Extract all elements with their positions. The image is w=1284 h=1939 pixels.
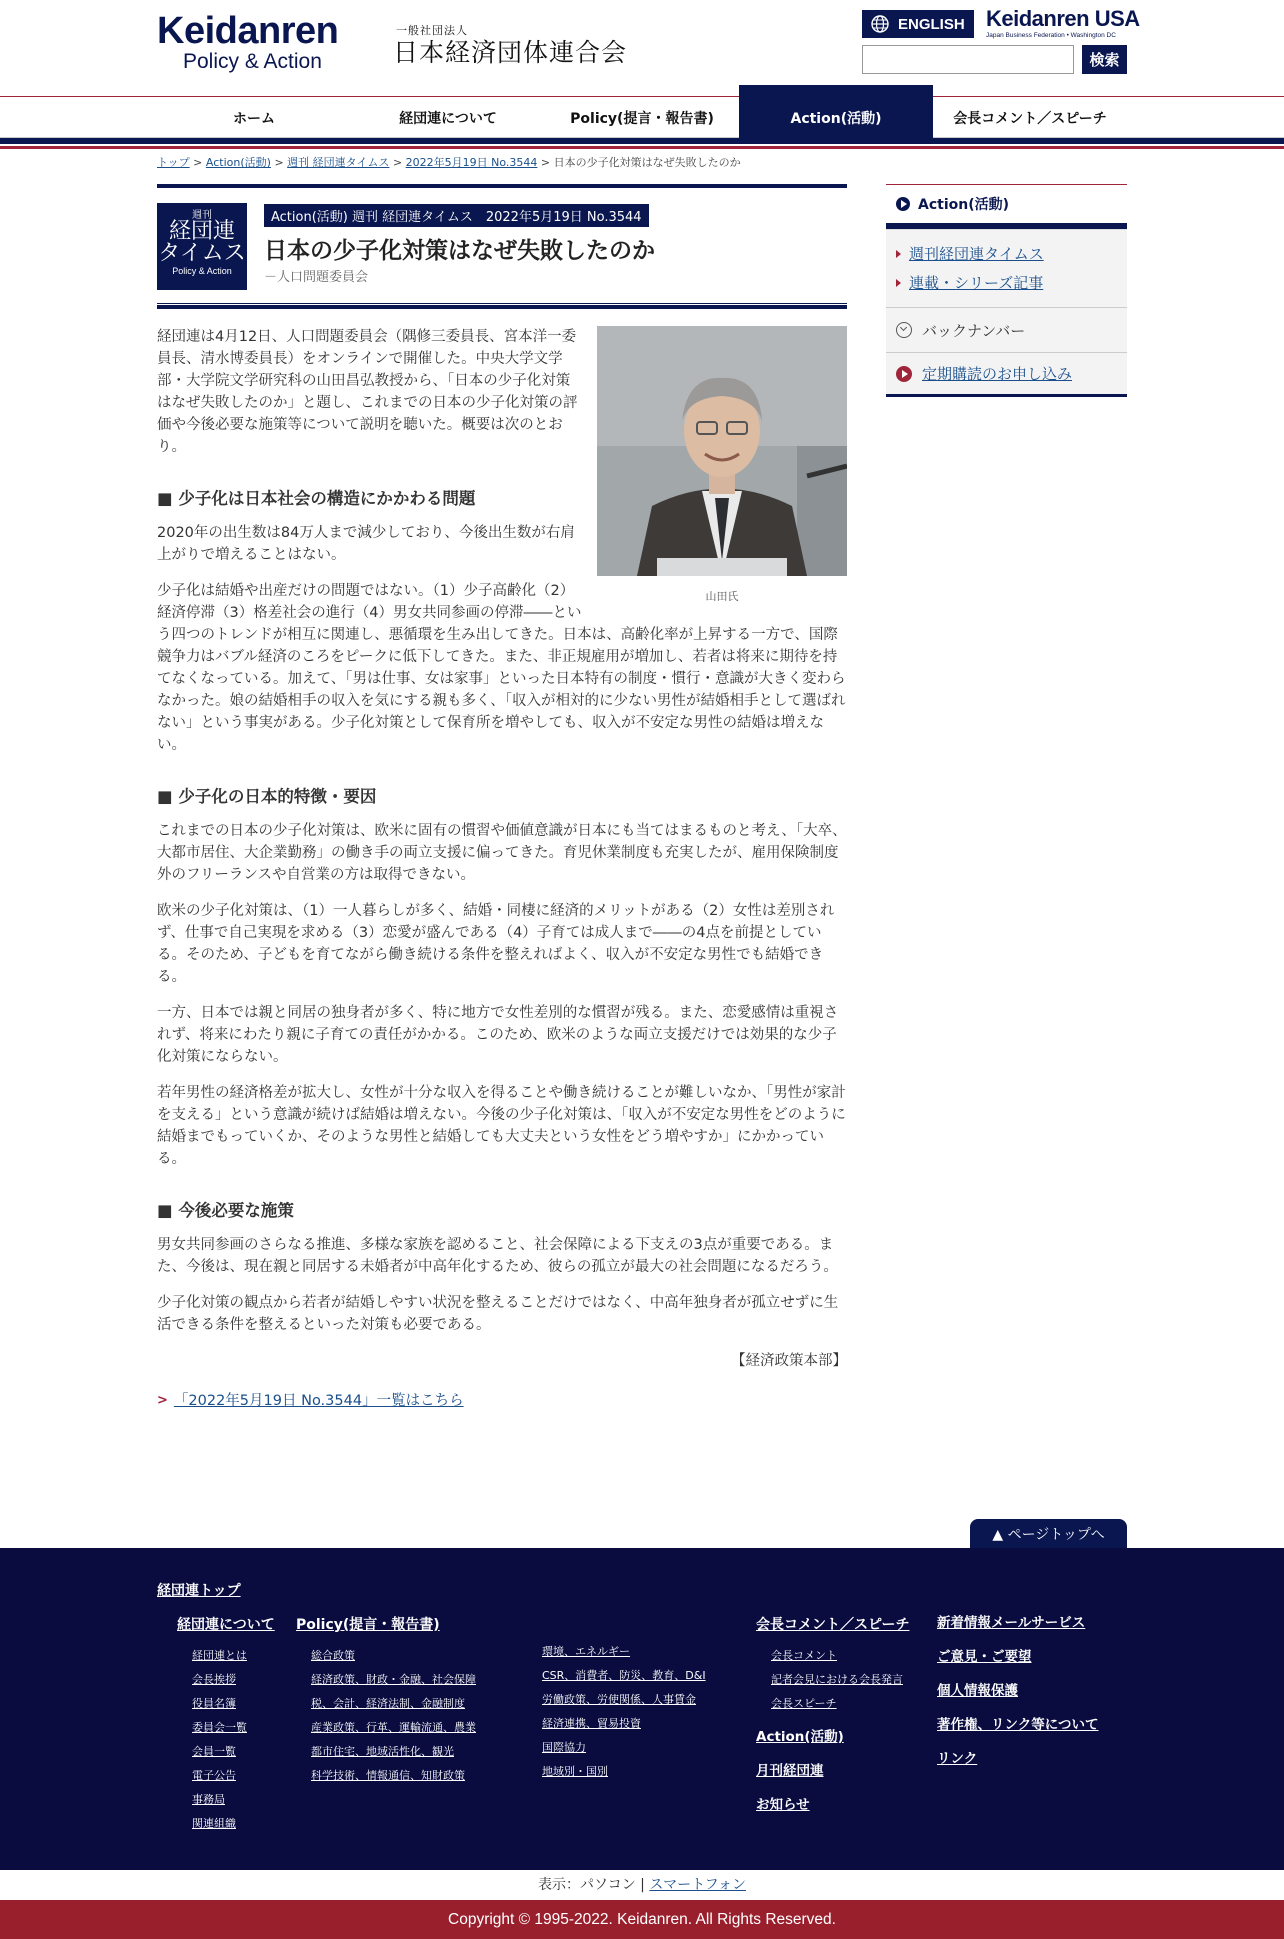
footer-link[interactable]: 記者会見における会長発言 (771, 1673, 903, 1686)
section-paragraph: 少子化対策の観点から若者が結婚しやすい状況を整えることだけではなく、中高年独身者が孤立せずに生活できる条件を整えるといった対策も必要である。 (157, 1295, 839, 1333)
footer-policy-column (296, 1614, 476, 1788)
breadcrumb-sep: > (540, 156, 551, 169)
weekly-logo-small: 週刊 (192, 210, 212, 221)
logo-tagline: Policy & Action (183, 50, 322, 73)
footer-link[interactable]: CSR、消費者、防災、教育、D&I (542, 1669, 706, 1682)
footer-link[interactable]: 税、会計、経済法制、金融制度 (311, 1697, 465, 1710)
breadcrumb-issue[interactable]: 2022年5月19日 No.3544 (405, 156, 538, 169)
breadcrumb-times[interactable]: 週刊 経団連タイムス (287, 156, 390, 169)
footer-link[interactable]: 会員一覧 (192, 1745, 236, 1758)
copyright-bar: Copyright © 1995-2022. Keidanren. All Rights Reserved. (0, 1900, 1284, 1939)
section-paragraph: 若年男性の経済格差が拡大し、女性が十分な収入を得ることや働き続けることが難しいなか、「男性が家計を支える」という意識が続けば結婚は増えない。今後の少子化対策は、「収入が不安定な男性をどのように結婚までもっていくか、そのような男性と結婚しても大丈夫という女性をどう増やすか」にかかっている。 (157, 1085, 846, 1167)
sidebar-item-subscribe[interactable] (886, 352, 1127, 397)
breadcrumb-sep: > (274, 156, 284, 169)
article-subtitle: －人口問題委員会 (264, 270, 369, 285)
footer-link[interactable]: 関連組織 (192, 1817, 236, 1830)
footer-copyright-link[interactable]: 著作権、リンク等について (937, 1717, 1099, 1733)
sidebar-item-label[interactable]: 定期購読のお申し込み (922, 365, 1073, 383)
nav-action[interactable]: Action(活動) (739, 85, 933, 138)
page-top-button[interactable]: ▲ ページトップへ (970, 1519, 1127, 1549)
keidanren-usa-logo[interactable] (986, 8, 1140, 39)
breadcrumb-sep: > (392, 156, 403, 169)
section-paragraph: 男女共同参画のさらなる推進、多様な家族を認めること、社会保障による下支えの3点が重要である。また、今後は、現在親と同居する未婚者が中高年化するため、彼らの孤立が最大の社会問題になるだろう。 (157, 1237, 838, 1275)
footer-link[interactable]: 地域別・国別 (542, 1765, 608, 1778)
footer-link[interactable]: 経団連とは (192, 1649, 247, 1662)
breadcrumb-sep: > (193, 156, 203, 169)
view-mode-prefix: 表示：パソコン | (538, 1877, 645, 1893)
sidebar (886, 184, 1127, 397)
chevron-down-circle-icon (896, 322, 912, 338)
search-input[interactable] (862, 45, 1074, 74)
site-footer (0, 1548, 1284, 1870)
footer-feedback-link[interactable]: ご意見・ご要望 (937, 1649, 1032, 1665)
footer-link[interactable]: 役員名簿 (192, 1697, 236, 1710)
org-name-block (393, 22, 627, 68)
footer-link[interactable]: 委員会一覧 (192, 1721, 247, 1734)
footer-link[interactable]: 事務局 (192, 1793, 225, 1806)
sidebar-item-backnumber[interactable] (886, 307, 1127, 352)
speaker-photo-figure (597, 326, 847, 608)
footer-link[interactable]: 経済連携、貿易投資 (542, 1717, 641, 1730)
footer-link[interactable]: 会長スピーチ (771, 1697, 837, 1710)
global-nav (0, 96, 1284, 138)
breadcrumb-current: 日本の少子化対策はなぜ失敗したのか (553, 156, 741, 169)
sidebar-heading-label: Action(活動) (918, 197, 1010, 213)
footer-link[interactable]: 会長コメント (771, 1649, 837, 1662)
section-paragraph: 一方、日本では親と同居の独身者が多く、特に地方で女性差別的な慣習が残る。また、恋愛感情は重視されず、将来にわたり親に子育ての責任がかかる。このため、欧米のような両立支援だけでは効果的な少子化対策にならない。 (157, 1005, 839, 1065)
article-body (157, 326, 847, 1412)
footer-link[interactable]: 都市住宅、地域活性化、観光 (311, 1745, 454, 1758)
sidebar-item-label: バックナンバー (922, 321, 1026, 340)
globe-icon (870, 14, 890, 34)
article-header (157, 184, 847, 304)
footer-link[interactable]: 経済政策、財政・金融、社会保障 (311, 1673, 476, 1686)
breadcrumb (157, 154, 741, 170)
nav-about[interactable]: 経団連について (399, 110, 497, 127)
english-label: ENGLISH (898, 15, 965, 33)
section-paragraph: 2020年の出生数は84万人まで減少しており、今後出生数が右肩上がりで増えることはない。 (157, 525, 575, 563)
nav-redline (0, 146, 1284, 149)
footer-link[interactable]: 総合政策 (311, 1649, 355, 1662)
nav-home[interactable]: ホーム (233, 110, 275, 127)
footer-link[interactable]: 電子公告 (192, 1769, 236, 1782)
sidebar-item-series[interactable] (896, 272, 1127, 293)
footer-policy-heading[interactable]: Policy(提言・報告書) (296, 1617, 440, 1633)
org-name: 日本経済団体連合会 (393, 38, 628, 67)
english-button[interactable] (862, 10, 974, 38)
category-tag: Action(活動) 週刊 経団連タイムス 2022年5月19日 No.3544 (264, 204, 649, 227)
org-type-label: 一般社団法人 (396, 24, 468, 37)
view-mode-switch (0, 1870, 1284, 1900)
sidebar-item-label[interactable]: 連載・シリーズ記事 (909, 274, 1044, 292)
sidebar-links (886, 229, 1127, 307)
smartphone-view-link[interactable]: スマートフォン (649, 1877, 746, 1893)
footer-policy-column-b (542, 1640, 706, 1784)
sidebar-item-weekly-times[interactable] (896, 243, 1127, 264)
footer-link[interactable]: 会長挨拶 (192, 1673, 236, 1686)
footer-link[interactable]: 労働政策、労使関係、人事賃金 (542, 1693, 696, 1706)
footer-links-link[interactable]: リンク (937, 1751, 978, 1767)
footer-link[interactable]: 環境、エネルギー (542, 1645, 630, 1658)
footer-privacy-link[interactable]: 個人情報保護 (937, 1683, 1018, 1699)
breadcrumb-action[interactable]: Action(活動) (205, 156, 271, 169)
triangle-right-icon (896, 250, 901, 258)
article-title: 日本の少子化対策はなぜ失敗したのか (264, 238, 655, 264)
search-button[interactable]: 検索 (1082, 45, 1127, 74)
issue-list-link-row (157, 1390, 847, 1412)
section-heading: ■ 少子化は日本社会の構造にかかわる問題 (157, 489, 476, 508)
footer-comment-heading[interactable]: 会長コメント／スピーチ (756, 1617, 910, 1633)
section-heading: ■ 少子化の日本的特徴・要因 (157, 787, 377, 806)
footer-action-link[interactable]: Action(活動) (756, 1729, 844, 1745)
footer-monthly-link[interactable]: 月刊経団連 (756, 1763, 824, 1779)
keidanren-logo[interactable] (157, 12, 338, 74)
main-content (157, 184, 847, 1412)
issue-list-link[interactable]: 「2022年5月19日 No.3544」一覧はこちら (173, 1393, 464, 1409)
site-header (0, 0, 1284, 96)
footer-link[interactable]: 産業政策、行革、運輸流通、農業 (311, 1721, 476, 1734)
sidebar-item-label[interactable]: 週刊経団連タイムス (909, 245, 1044, 263)
section-paragraph: これまでの日本の少子化対策は、欧米に固有の慣習や価値意識が日本にも当てはまるものと考え、「大卒、大都市居住、大企業勤務」の働き手の両立支援に偏ってきた。育児休業制度も充実したが、雇用保険制度外のフリーランスや自営業の方は取得できない。 (157, 823, 847, 883)
footer-news-link[interactable]: お知らせ (756, 1797, 810, 1813)
footer-about-column (177, 1614, 275, 1836)
usa-tagline: Japan Business Federation • Washington DC (986, 32, 1116, 39)
footer-mail-service-link[interactable]: 新着情報メールサービス (937, 1615, 1086, 1631)
footer-about-heading[interactable]: 経団連について (177, 1617, 275, 1633)
usa-wordmark: Keidanren USA (986, 6, 1140, 31)
intro-paragraph: 経団連は4月12日、人口問題委員会（隅修三委員長、宮本洋一委員長、清水博委員長）をオンラインで開催した。中央大学文学部・大学院文学研究科の山田昌弘教授から、「日本の少子化対策はなぜ失敗したのか」と題し、これまでの日本の少子化対策の評価や今後必要な施策等について説明を聴いた。概要は次のとおり。 (157, 329, 578, 455)
breadcrumb-top[interactable]: トップ (157, 156, 190, 169)
weekly-logo-foot: Policy & Action (172, 266, 232, 276)
footer-link[interactable]: 国際協力 (542, 1741, 586, 1754)
photo-caption: 山田氏 (705, 590, 739, 603)
footer-home-link[interactable]: 経団連トップ (157, 1583, 241, 1599)
weekly-logo-line1: 経団連 (168, 219, 235, 244)
article-signature: 【経済政策本部】 (731, 1353, 847, 1369)
section-heading: ■ 今後必要な施策 (157, 1201, 294, 1220)
play-circle-icon (896, 197, 910, 211)
weekly-logo-line2: タイムス (158, 241, 246, 266)
triangle-right-icon (896, 279, 901, 287)
speaker-photo (597, 326, 847, 576)
section-paragraph: 少子化は結婚や出産だけの問題ではない。（1）少子高齢化（2）経済停滞（3）格差社会の進行（4）男女共同参画の停滞――という四つのトレンドが相互に関連し、悪循環を生み出してきた。日本は、高齢化率が上昇する一方で、国際競争力はバブル経済のころをピークに低下してきた。また、非正規雇用が増加し、若者は将来に期待を持てなくなっている。加えて、「男は仕事、女は家事」といった日本特有の制度・慣行・意識が大きく変わらなかった。娘の結婚相手の収入を気にする親も多く、「収入が相対的に少ない男性が結婚相手として選ばれない」という事実がある。少子化対策として保育所を増やしても、収入が不安定な男性の結婚は増えない。 (157, 583, 846, 753)
section-paragraph: 欧米の少子化対策は、（1）一人暮らしが多く、結婚・同棲に経済的メリットがある（2）女性は差別されず、仕事で自己実現を求める（3）恋愛が盛んである（4）子育ては成人まで――の4点を前提としている。そのため、子どもを育てながら働き続ける条件を整えればよく、収入が不安定な男性でも結婚できる。 (157, 903, 835, 985)
chevron-right-icon: > (157, 1393, 168, 1408)
logo-wordmark: Keidanren (157, 10, 339, 52)
nav-comment-speech[interactable]: 会長コメント／スピーチ (953, 110, 1107, 127)
nav-policy[interactable]: Policy(提言・報告書) (570, 110, 714, 127)
footer-link[interactable]: 科学技術、情報通信、知財政策 (311, 1769, 465, 1782)
sidebar-heading[interactable] (886, 184, 1127, 229)
footer-misc-column (937, 1606, 1098, 1776)
play-circle-icon (896, 366, 912, 382)
footer-comment-column (756, 1614, 909, 1822)
weekly-times-logo (157, 203, 247, 290)
